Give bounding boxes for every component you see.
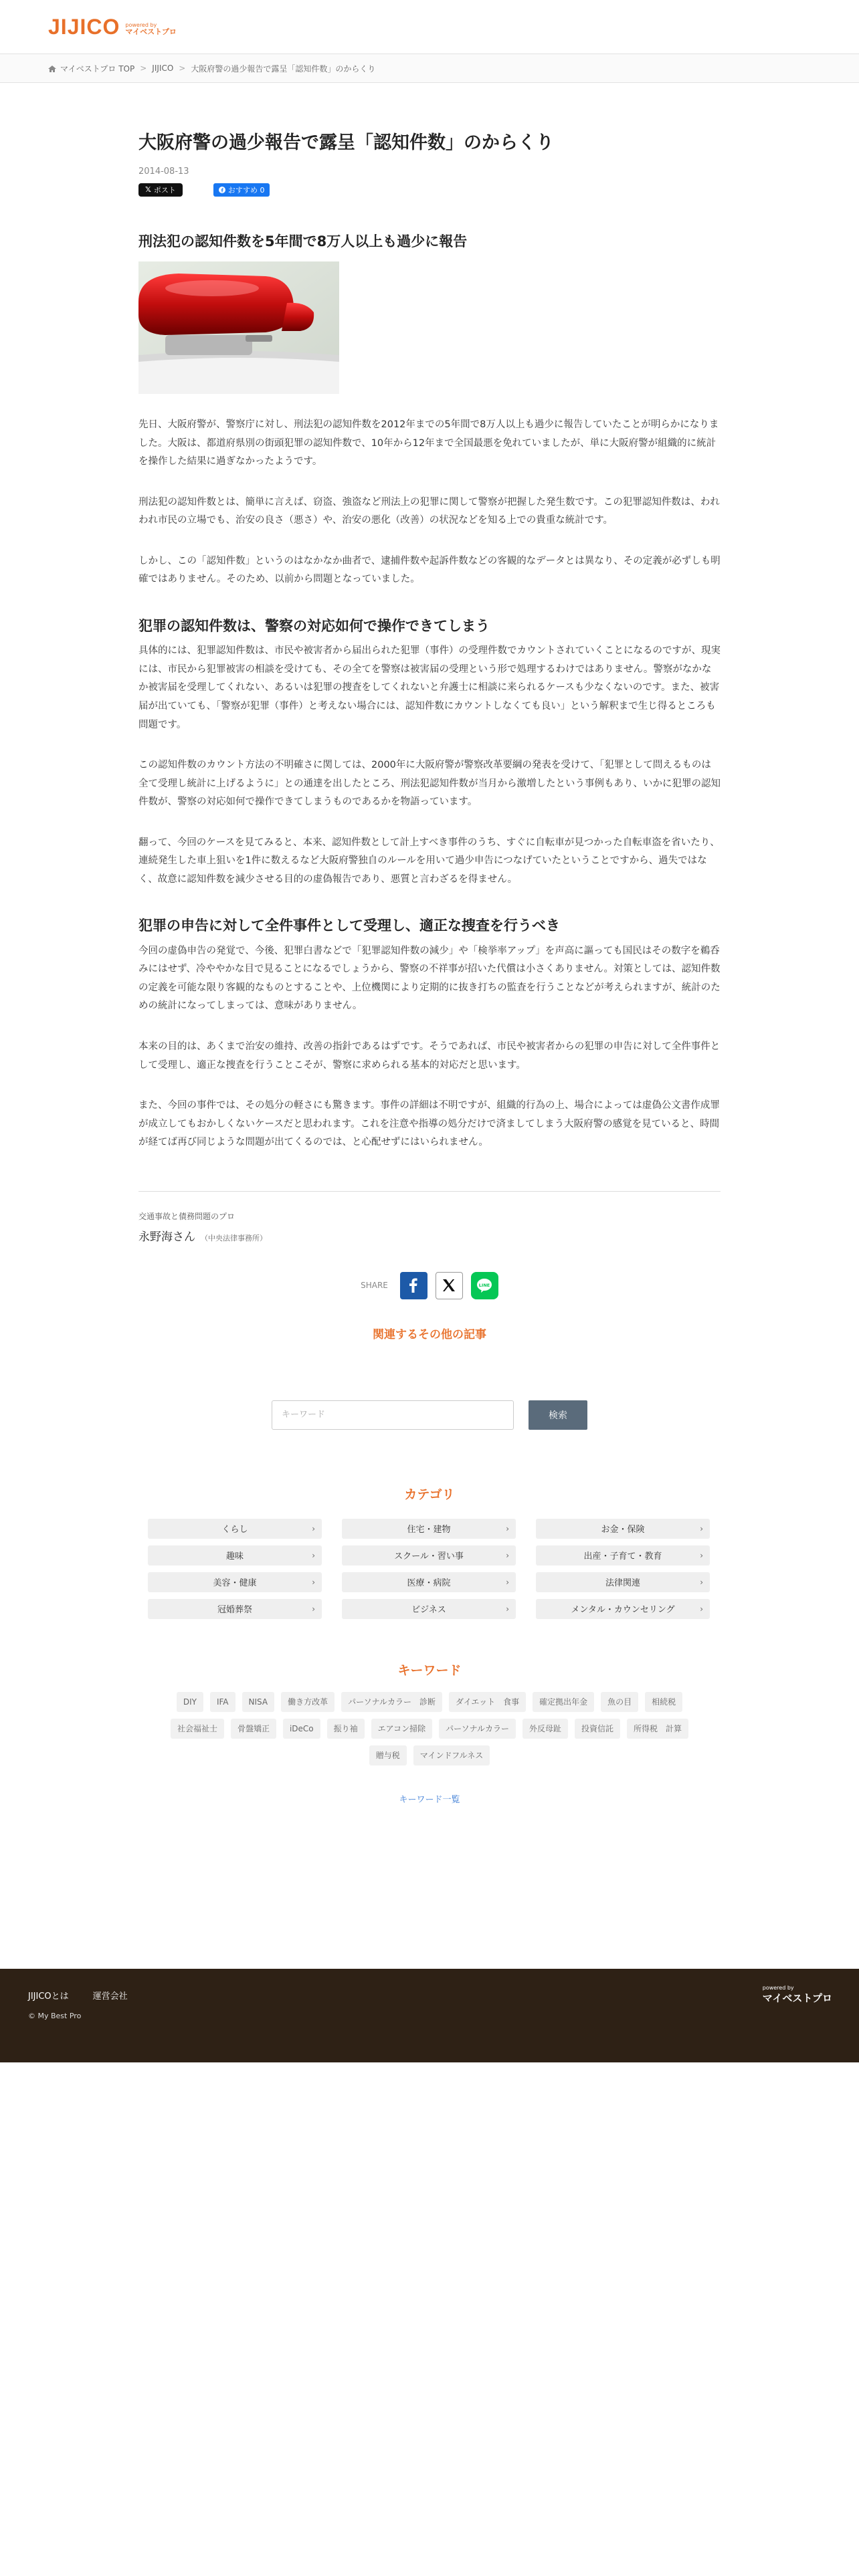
- category-label: 住宅・建物: [407, 1525, 451, 1535]
- category-label: 法律関連: [605, 1578, 640, 1589]
- chevron-right-icon: ›: [506, 1604, 509, 1614]
- category-label: 美容・健康: [213, 1578, 257, 1589]
- chevron-right-icon: ›: [700, 1577, 703, 1587]
- share-label: SHARE: [361, 1281, 388, 1291]
- line-share-button[interactable]: [471, 1272, 498, 1299]
- keyword-tag[interactable]: 魚の目: [601, 1692, 638, 1712]
- article: [138, 83, 721, 1805]
- author[interactable]: [138, 1227, 721, 1244]
- breadcrumb-jijico-link[interactable]: JIJICO: [152, 64, 174, 73]
- mybestpro-logo-text: マイベストプロ: [762, 1992, 832, 2004]
- category-item[interactable]: [342, 1519, 516, 1539]
- section-heading-1: 刑法犯の認知件数を5年間で8万人以上も過少に報告: [138, 233, 468, 249]
- category-label: 趣味: [225, 1551, 244, 1562]
- category-label: ビジネス: [411, 1605, 446, 1616]
- footer-links: [28, 1989, 128, 2002]
- facebook-icon: [407, 1278, 420, 1293]
- author-divider: [138, 1191, 721, 1192]
- article-paragraph: 具体的には、犯罪認知件数は、市民や被害者から届出られた犯罪（事件）の受理件数でカウントされていくことになるのですが、現実には、市民から犯罪被害の相談を受けても、その全てを警察は被害届の受理という形で処理するわけではありません。警察がなかなか被害届を受理してくれない、あるいは犯罪の捜査をしてくれないと弁護士に相談に来られるケースも少なくないのです。また、被害届が出ていても、「警察が犯罪（事件）と考えない場合には、認知件数にカウントしなくても良い」という解釈まで生じ得るところも問題です。: [138, 645, 721, 730]
- keyword-search: [138, 1400, 721, 1430]
- category-label: スクール・習い事: [394, 1551, 464, 1562]
- x-post-button[interactable]: [138, 183, 183, 197]
- police-siren-image: [138, 261, 339, 394]
- logo-powered-by: [125, 23, 176, 35]
- chevron-right-icon: ›: [506, 1577, 509, 1587]
- section-heading-2: 犯罪の認知件数は、警察の対応如何で操作できてしまう: [138, 617, 490, 634]
- keyword-tag[interactable]: iDeCo: [283, 1719, 320, 1739]
- article-paragraph: 翻って、今回のケースを見てみると、本来、認知件数として計上すべき事件のうち、すぐに自転車が見つかった自転車盗を省いたり、連続発生した車上狙いを1件に数えるなど大阪府警独自のルールを用いて過少申告につなげていたということですから、過失ではなく、故意に認知件数を減少させる目的の虚偽報告であり、悪質と言わざるを得ません。: [138, 837, 720, 885]
- breadcrumb-top-link[interactable]: マイベストプロ TOP: [60, 64, 135, 74]
- article-paragraph: 本来の目的は、あくまで治安の維持、改善の指針であるはずです。そうであれば、市民や被害者からの犯罪の申告に対して全件事件として受理し、適正な捜査を行うことこそが、警察に求められる基本的対応だと思います。: [138, 1041, 721, 1071]
- category-item[interactable]: [342, 1572, 516, 1592]
- x-share-button[interactable]: [436, 1272, 463, 1299]
- keyword-tag[interactable]: 社会福祉士: [171, 1719, 224, 1739]
- keyword-title: キーワード: [397, 1662, 462, 1678]
- logo-text: JIJICO: [48, 14, 120, 39]
- keyword-tag[interactable]: 骨盤矯正: [231, 1719, 276, 1739]
- category-item[interactable]: [536, 1519, 710, 1539]
- related-articles-title: 関連するその他の記事: [373, 1327, 486, 1341]
- chevron-right-icon: ›: [700, 1550, 703, 1560]
- category-item[interactable]: [148, 1572, 322, 1592]
- chevron-right-icon: ›: [312, 1577, 315, 1587]
- facebook-icon: [219, 187, 225, 193]
- keyword-tag[interactable]: 投資信託: [575, 1719, 620, 1739]
- chevron-right-icon: ›: [312, 1550, 315, 1560]
- breadcrumb-current: 大阪府警の過少報告で露呈「認知件数」のからくり: [191, 64, 376, 74]
- site-footer: [0, 1969, 859, 2062]
- footer-company-link[interactable]: 運営会社: [92, 1992, 128, 2002]
- top-share-row: [138, 183, 721, 197]
- keyword-tag[interactable]: IFA: [210, 1692, 235, 1712]
- category-item[interactable]: [342, 1545, 516, 1566]
- powered-by-text: powered by: [762, 1985, 794, 1991]
- category-grid: [148, 1519, 711, 1619]
- jijico-logo[interactable]: [48, 15, 177, 39]
- chevron-right-icon: ›: [700, 1523, 703, 1533]
- svg-text:LINE: LINE: [479, 1283, 490, 1289]
- keyword-tag[interactable]: NISA: [242, 1692, 275, 1712]
- chevron-right-icon: ›: [312, 1523, 315, 1533]
- author-affiliation: （中央法律事務所）: [201, 1233, 267, 1243]
- line-icon: [476, 1277, 493, 1293]
- category-item[interactable]: [536, 1599, 710, 1619]
- mybestpro-logo-text: マイベストプロ: [125, 27, 177, 36]
- keyword-tag[interactable]: 所得税 計算: [627, 1719, 688, 1739]
- keyword-tag[interactable]: パーソナルカラー 診断: [341, 1692, 442, 1712]
- category-item[interactable]: [342, 1599, 516, 1619]
- category-label: 出産・子育て・教育: [583, 1551, 662, 1562]
- facebook-recommend-label: おすすめ 0: [227, 185, 265, 195]
- keyword-tag[interactable]: パーソナルカラー: [439, 1719, 516, 1739]
- keyword-tag[interactable]: 確定拠出年金: [533, 1692, 594, 1712]
- powered-by-text: powered by: [125, 21, 157, 28]
- article-paragraph: しかし、この「認知件数」というのはなかなか曲者で、逮捕件数や起訴件数などの客観的なデータとは異なり、その定義が必ずしも明確ではありません。そのため、以前から問題となっていました。: [138, 555, 721, 585]
- chevron-right-icon: ›: [312, 1604, 315, 1614]
- category-item[interactable]: [536, 1572, 710, 1592]
- article-paragraph: 刑法犯の認知件数とは、簡単に言えば、窃盗、強盗など刑法上の犯罪に関して警察が把握した発生数です。この犯罪認知件数は、われわれ市民の立場でも、治安の良さ（悪さ）や、治安の悪化（改善）の状況などを知る上での貴重な統計です。: [138, 496, 720, 526]
- category-label: メンタル・カウンセリング: [571, 1605, 675, 1616]
- category-item[interactable]: [148, 1599, 322, 1619]
- category-item[interactable]: [536, 1545, 710, 1566]
- article-date: 2014-08-13: [138, 166, 189, 177]
- category-label: お金・保険: [601, 1525, 645, 1535]
- category-title: カテゴリ: [404, 1487, 455, 1502]
- home-icon: [48, 66, 56, 72]
- keyword-tag[interactable]: 働き方改革: [281, 1692, 335, 1712]
- article-paragraph: 先日、大阪府警が、警察庁に対し、刑法犯の認知件数を2012年までの5年間で8万人以上も過少に報告していたことが明らかになりました。大阪は、都道府県別の街頭犯罪の認知件数で、10年から12年まで全国最悪を免れていましたが、単に大阪府警が組織的に統計を操作した結果に過ぎなかったようです。: [138, 419, 719, 467]
- keyword-search-input[interactable]: [272, 1400, 514, 1430]
- category-item[interactable]: [148, 1519, 322, 1539]
- author-role: 交通事故と債務問題のプロ: [138, 1211, 235, 1221]
- bottom-share-row: [138, 1272, 721, 1299]
- search-button[interactable]: 検索: [529, 1400, 587, 1430]
- article-paragraph: 今回の虚偽申告の発覚で、今後、犯罪白書などで「犯罪認知件数の減少」や「検挙率アップ」を声高に謳っても国民はその数字を鵜呑みにはせず、冷ややかな目で見ることになるでしょうから、警察の不祥事が招いた代償は小さくありません。対策としては、認知件数の定義を可能な限り客観的なものとすることや、上位機関により定期的に抜き打ちの監査を行うことなどが考えられますが、統計のための統計になってしまっては、意味がありません。: [138, 945, 721, 1012]
- category-label: 医療・病院: [407, 1578, 451, 1589]
- copyright: © My Best Pro: [28, 2012, 82, 2020]
- category-label: くらし: [221, 1525, 248, 1535]
- x-icon: [442, 1278, 456, 1293]
- facebook-share-button[interactable]: [400, 1272, 427, 1299]
- author-name: 永野海さん: [138, 1230, 195, 1244]
- keyword-list-link[interactable]: キーワード一覧: [399, 1794, 460, 1805]
- section-heading-3: 犯罪の申告に対して全件事件として受理し、適正な捜査を行うべき: [138, 918, 560, 934]
- category-item[interactable]: [148, 1545, 322, 1566]
- chevron-right-icon: ›: [506, 1523, 509, 1533]
- footer-about-link[interactable]: JIJICOとは: [28, 1992, 69, 2002]
- keyword-tag[interactable]: 贈与税: [369, 1745, 407, 1765]
- footer-mybestpro-logo[interactable]: [763, 1985, 832, 2005]
- keyword-tag[interactable]: 外反母趾: [522, 1719, 568, 1739]
- article-title: 大阪府警の過少報告で露呈「認知件数」のからくり: [138, 132, 554, 153]
- chevron-right-icon: ›: [700, 1604, 703, 1614]
- x-post-label: ポスト: [153, 185, 176, 195]
- x-icon: 𝕏: [145, 185, 151, 194]
- breadcrumb-separator: >: [179, 64, 186, 73]
- chevron-right-icon: ›: [506, 1550, 509, 1560]
- keyword-tag[interactable]: 振り袖: [327, 1719, 365, 1739]
- category-label: 冠婚葬祭: [217, 1605, 252, 1616]
- article-paragraph: また、今回の事件では、その処分の軽さにも驚きます。事件の詳細は不明ですが、組織的行為の上、場合によっては虚偽公文書作成罪が成立してもおかしくないケースだと思われます。これを注意や指導の処分だけで済ましてしまう大阪府警の感覚を見ていると、時間が経てば再び同じような問題が出てくるのでは、と心配せずにはいられません。: [138, 1100, 720, 1148]
- keyword-tag[interactable]: DIY: [177, 1692, 203, 1712]
- breadcrumb: [0, 53, 859, 83]
- keyword-tag[interactable]: エアコン掃除: [371, 1719, 432, 1739]
- keyword-list: [155, 1692, 704, 1765]
- site-header: [0, 0, 859, 53]
- article-paragraph: この認知件数のカウント方法の不明確さに関しては、2000年に大阪府警が警察改革要綱の発表を受けて、「犯罪として問えるものは全て受理し統計に上げるように」との通達を出したところ、刑法犯認知件数が当月から激増したという事例もあり、いかに犯罪の認知件数が、警察の対応如何で操作できてしまうものであるかを物語っています。: [138, 760, 721, 808]
- keyword-tag[interactable]: ダイエット 食事: [449, 1692, 526, 1712]
- keyword-tag[interactable]: マインドフルネス: [413, 1745, 490, 1765]
- keyword-tag[interactable]: 相続税: [645, 1692, 682, 1712]
- facebook-recommend-button[interactable]: [213, 183, 270, 197]
- breadcrumb-separator: >: [140, 64, 147, 73]
